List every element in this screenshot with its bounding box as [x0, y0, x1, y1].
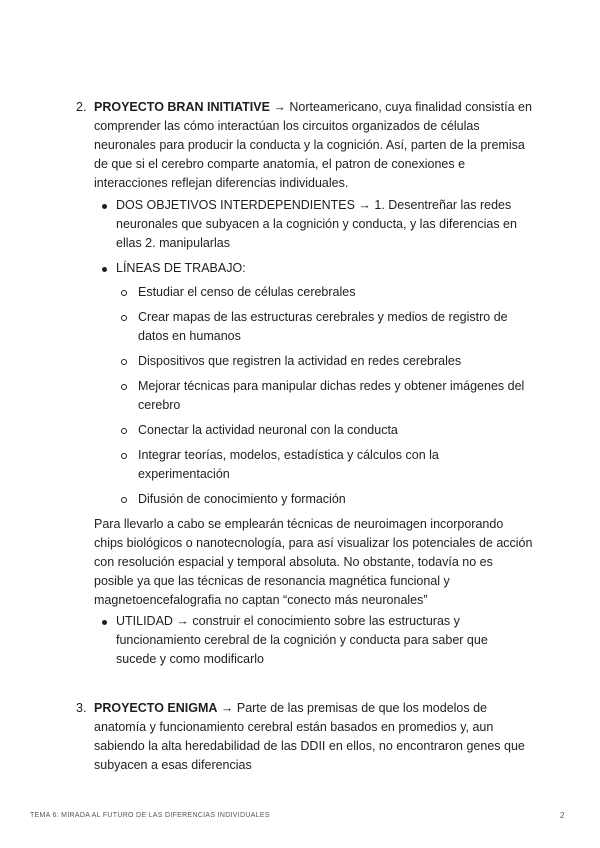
- section-2-title: PROYECTO BRAN INITIATIVE: [94, 100, 270, 114]
- line-item: Crear mapas de las estructuras cerebrales y medios de registro de datos en humanos: [138, 310, 508, 343]
- section-3-intro: [94, 699, 534, 775]
- section-2-intro: [94, 98, 534, 193]
- bullet-lineas: LÍNEAS DE TRABAJO:: [116, 261, 246, 275]
- sub-bullet-circle: [121, 359, 127, 365]
- section-2-arrow: →: [269, 100, 290, 114]
- bullet-dot: [102, 620, 107, 625]
- sub-bullet-circle: [121, 453, 127, 459]
- section-2-number: 2.: [76, 100, 87, 114]
- line-item: Estudiar el censo de células cerebrales: [138, 285, 356, 299]
- sub-bullet-circle: [121, 428, 127, 434]
- line-item: Mejorar técnicas para manipular dichas redes y obtener imágenes del cerebro: [138, 379, 525, 412]
- section-3-number: 3.: [76, 701, 87, 715]
- line-item: Integrar teorías, modelos, estadística y cálculos con la experimentación: [138, 448, 439, 481]
- section-3-text: Parte de las premisas de que los modelos de anatomía y funcionamiento cerebral están basados en promedios y, aun sabiendo la alta heredabilidad de las DDII en ellos, no encontraron genes que subyacen a esas diferencias: [94, 701, 525, 772]
- line-item: Conectar la actividad neuronal con la conducta: [138, 423, 398, 437]
- bullet-dot: [102, 267, 107, 272]
- bullet-dot: [102, 204, 107, 209]
- page-number: 2: [560, 811, 565, 820]
- sub-bullet-circle: [121, 384, 127, 390]
- section-2-text: Norteamericano, cuya finalidad consistía en comprender las cómo interactúan los circuitos organizados de células neuronales para producir la conducta y la cognición. Así, parten de la premisa de que si el cerebro comparte anatomía, el patron de conexiones e interacciones reflejan diferencias individuales.: [94, 100, 532, 190]
- bullet-utilidad: UTILIDAD → construir el conocimiento sobre las estructuras y funcionamiento cerebral de la cognición y conducta para saber que sucede y como modificarlo: [116, 614, 488, 666]
- section-3-arrow: →: [217, 701, 237, 715]
- bullet-objetivos: DOS OBJETIVOS INTERDEPENDIENTES → 1. Desentreñar las redes neuronales que subyacen a la cognición y conducta, y las diferencias en ellas 2. manipularlas: [116, 198, 517, 250]
- sub-bullet-circle: [121, 497, 127, 503]
- sub-bullet-circle: [121, 315, 127, 321]
- line-item: Dispositivos que registren la actividad en redes cerebrales: [138, 354, 462, 368]
- line-item: Difusión de conocimiento y formación: [138, 492, 346, 506]
- section-2-paragraph: Para llevarlo a cabo se emplearán técnicas de neuroimagen incorporando chips biológicos o nanotecnología, para así visualizar los potenciales de acción con resolución espacial y temporal absoluta. No obstante, todavía no es posible ya que las técnicas de resonancia magnética funcional y magnetoencefalografia no captan “conecto más neuronales”: [94, 517, 533, 607]
- footer-title: TEMA 6: MIRADA AL FUTURO DE LAS DIFERENCIAS INDIVIDUALES: [30, 812, 270, 819]
- sub-bullet-circle: [121, 290, 127, 296]
- section-3-title: PROYECTO ENIGMA: [94, 701, 218, 715]
